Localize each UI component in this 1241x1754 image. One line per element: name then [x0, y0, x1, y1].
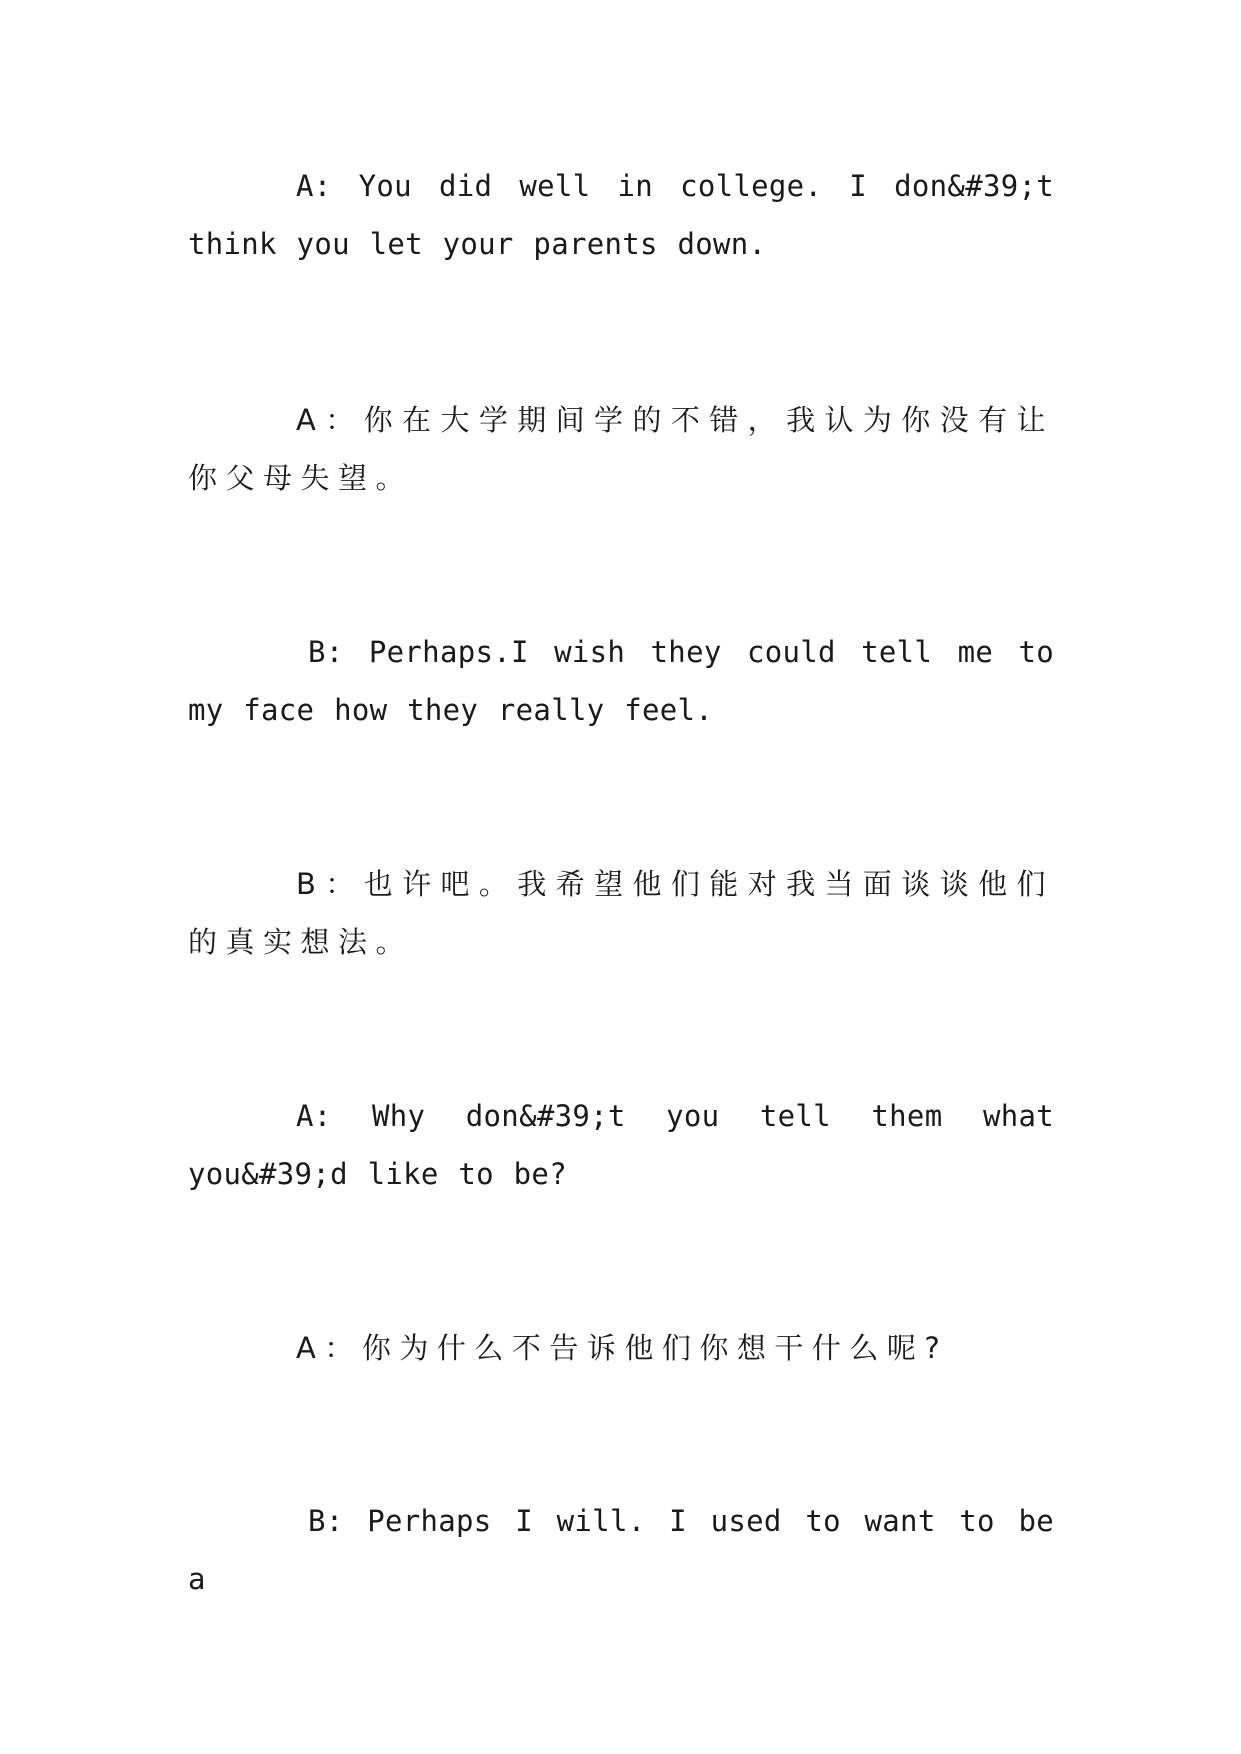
dialogue-paragraph-a-english-2: A: Why don&#39;t you tell them what you&#39;d like to be? [188, 1099, 1054, 1191]
dialogue-paragraph-a-english-1: A: You did well in college. I don&#39;t think you let your parents down. [188, 169, 1054, 261]
dialogue-paragraph-b-chinese-1: B：也许吧。我希望他们能对我当面谈谈他们的真实想法。 [188, 867, 1054, 959]
dialogue-paragraph-a-chinese-2: A：你为什么不告诉他们你想干什么呢? [296, 1331, 949, 1365]
dialogue-paragraph-b-english-2: B: Perhaps I will. I used to want to be a [188, 1504, 1054, 1596]
dialogue-paragraph-b-english-1: B: Perhaps.I wish they could tell me to my face how they really feel. [188, 635, 1054, 727]
dialogue-paragraph-a-chinese-1: A：你在大学期间学的不错，我认为你没有让你父母失望。 [188, 403, 1054, 495]
